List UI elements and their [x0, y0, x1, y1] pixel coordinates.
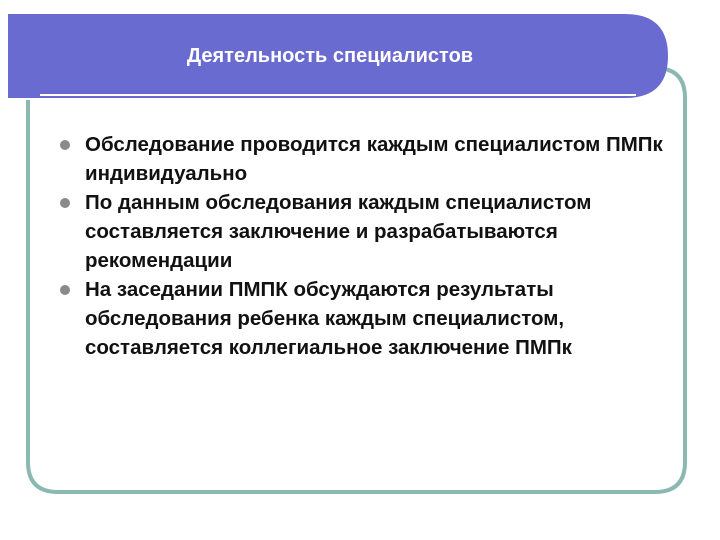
bullet-text: По данным обследования каждым специалистом составляется заключение и разрабатываются рекомендации — [85, 191, 592, 272]
bullet-dot-icon — [60, 198, 70, 208]
bullet-item — [60, 130, 680, 188]
bullet-text: На заседании ПМПК обсуждаются результаты обследования ребенка каждым специалистом, составляется коллегиальное заключение ПМПк — [85, 278, 572, 359]
bullet-item — [60, 188, 680, 275]
bullet-dot-icon — [60, 140, 70, 150]
bullet-item — [60, 275, 680, 362]
bullet-text: Обследование проводится каждым специалистом ПМПк индивидуально — [85, 133, 663, 185]
bullet-list — [60, 130, 680, 362]
slide-title: Деятельность специалистов — [186, 45, 474, 67]
bullet-dot-icon — [60, 285, 70, 295]
